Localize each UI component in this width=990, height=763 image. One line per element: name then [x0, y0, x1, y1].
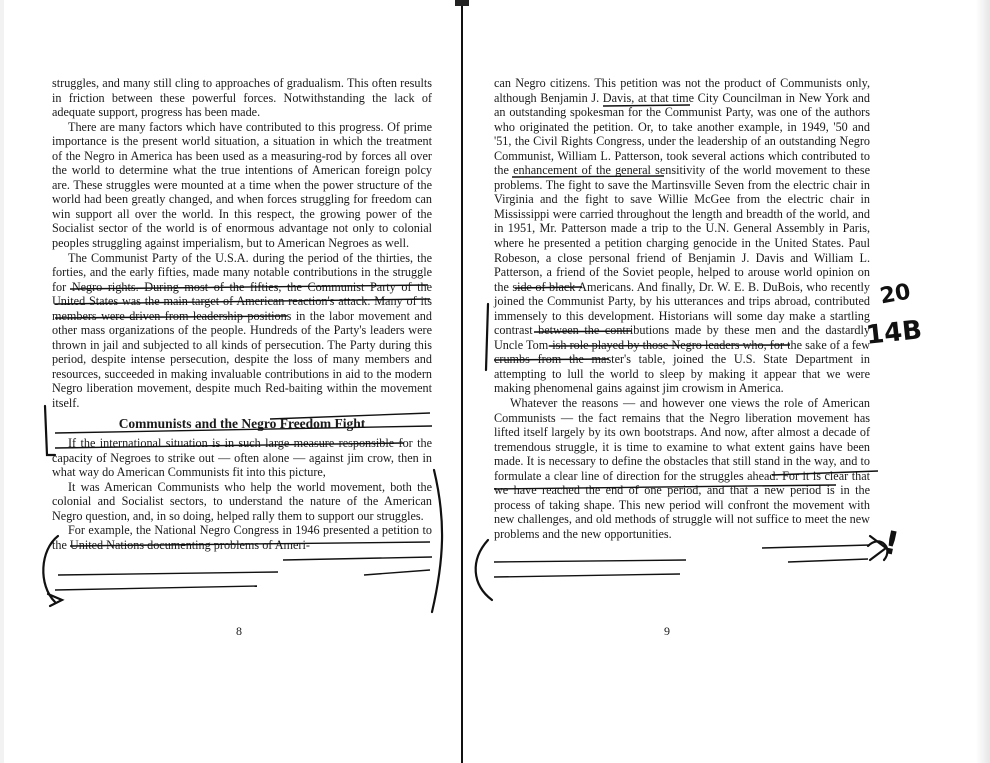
left-paragraph-5: It was American Communists who help the world movement, both the colonial and Socialist sectors, to understand the nature of the American Negro question, and, in so doing, helped rally them to support our struggles. [52, 479, 432, 523]
underline-communist-party [70, 285, 428, 289]
underline-ment [55, 443, 404, 448]
underline-new-period [494, 560, 686, 562]
underline-them-to-support [55, 586, 257, 590]
underline-process [494, 574, 680, 577]
section-heading: Communists and the Negro Freedom Fight [118, 415, 366, 431]
underline-invaluable [270, 413, 430, 419]
underline-tion-movement [494, 485, 836, 489]
underline-william-patterson [512, 176, 664, 177]
underline-for-it-is-clear [762, 545, 870, 548]
left-paragraph-1: struggles, and many still cling to approaches of gradualism. This often results in friction between these powerful forces. Notwithstanding the lack of adequate support, progress has been made. [52, 76, 432, 120]
margin-note-top: 20 [878, 279, 913, 310]
right-paragraph-2: Whatever the reasons — and however one views the role of American Communists — the fact remains that the Negro liberation movement has lifted itself largely by its own bootstraps. And now, after almost a decade of tremendous struggle, it is time to examine to what extent gains have been made. It is necessary to define the obstacles that still stand in the way, and to formulate a clear line of direction for the struggles ahead. For it is clear that we have reached the end of one period, and that a new period is in the process of taking shape. This new period will confront the movement with new challenges, and old methods of struggle will not suffice to meet the new problems and the new opportunities. [494, 396, 870, 541]
underline-understand [283, 557, 432, 560]
left-paragraph-2: There are many factors which have contributed to this progress. Of prime importance is the present world situation, a situation in which the treatment of the Negro in America has been used as a measuring-rod by forces all over the world to determine what the true intentions of American foreign polcy are. These struggles were mounted at a time when the power structure of the world had been greatly changed, and when forces struggling for freedom can win support all over the world. In this respect, the growing power of the Socialist sector of the world is of enormous advantage not only to colonial peoples struggling against imperialism, but to American Negroes as well. [52, 119, 432, 251]
left-paragraph-4: If the international situation is in such large measure responsible for the capacity of Negroes to strike out — often alone — against jim crow, then in what way do American Communists fit into this picture, [52, 436, 432, 480]
underline-helped-rally [364, 570, 430, 575]
underline-thirties [55, 299, 430, 304]
underline-american-negro [58, 572, 278, 575]
margin-bracket-left-2 [43, 536, 58, 602]
underline-it-was [70, 542, 430, 546]
underline-tributions [55, 316, 287, 318]
margin-bracket-left-1 [45, 406, 55, 455]
margin-bracket-right-1 [486, 304, 488, 370]
left-page-number: 8 [236, 624, 242, 638]
exclamation-mark: ! [880, 522, 903, 564]
left-paragraph-3: The Communist Party of the U.S.A. during the period of the thirties, the forties, and the early fifties, made many notable contributions in the struggle for Negro rights. During most of the fifties, the Communist Party of the United States was the main target of American reaction's attack. Many of its members were driven from leadership positions in the labor movement and other mass organizations of the people. Hundreds of the Party's leaders were thrown in jail and subjected to all kinds of persecution. The Party during this period, despite intense persecution, despite the loss of many members and resources, succeeded in making invaluable contributions in aid to the modern Negro liberation movement, despite much Red-baiting within the movement itself. [52, 250, 432, 411]
right-page-number: 9 [664, 624, 670, 638]
margin-note-mid: 14B [864, 315, 924, 351]
underline-utterances [549, 345, 790, 346]
underline-benjamin-davis [603, 105, 690, 106]
underline-paul-robeson [515, 287, 582, 288]
underline-a-new-period [788, 559, 868, 562]
bracket-right-left-page [432, 470, 442, 612]
margin-arrow-left [48, 594, 62, 606]
margin-bracket-right-2 [476, 540, 492, 600]
underline-contributions [55, 426, 432, 433]
right-paragraph-1: can Negro citizens. This petition was not the product of Communists only, although Benjamin J. Davis, at that time City Councilman in New York and an outstanding spokesman for the Communist Party, was one of the authors who originated the petition. Or, to take another example, in 1949, '50 and '51, the Civil Rights Congress, under the leadership of an outstanding Negro Communist, William L. Patterson, took several actions which contributed to the enhancement of the general sensitivity of the world movement to these problems. The fight to save the Martinsville Seven from the electric chair in Virginia and the fight to save Willie McGee from the electric chair in Mississippi were carried throughout the length and breadth of the world, and in 1951, Mr. Patterson made a trip to the U.N. General Assembly in Paris, where he presented a petition charging genocide in the United States. Paul Robeson, a close personal friend of Benjamin J. Davis and William L. Patterson, a friend of the Soviet people, helped to arouse world opinion on the side of black Americans. And finally, Dr. W. E. B. DuBois, who recently joined the Communist Party, by his utterances and trips abroad, contributed immensely to this development. Historians will some day make a startling contrast between the contributions made by these men and the dastardly Uncle Tom-ish role played by those Negro leaders who, for the sake of a few crumbs from the master's table, joined the U.S. State Department in attempting to lull the world to sleep by making it appear that we were making phenomenal gains against jim crowism in America. [494, 76, 870, 396]
underline-development [494, 359, 609, 360]
underline-dubois [534, 331, 632, 332]
left-paragraph-6: For example, the National Negro Congress in 1946 presented a petition to the United Nations documenting problems of Ameri- [52, 523, 432, 552]
underline-negro-liberation [772, 471, 878, 475]
